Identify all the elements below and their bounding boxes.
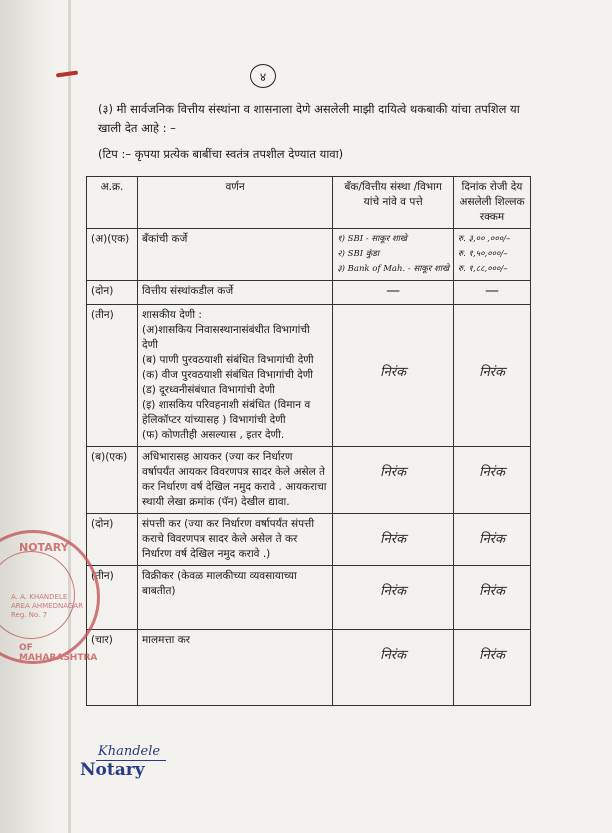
row-description: मालमत्ता कर [138,630,333,706]
row-amount-value: निरंक [454,514,531,566]
row-amount-value: निरंक [454,630,531,706]
bank-entry: १) SBI - साकूर शाखे [337,234,407,244]
row-description: अधिभारासह आयकर (ज्या कर निर्धारण वर्षापर्यंत आयकर विवरणपत्र सादर केले असेल ते कर निर्धारण वर्ष देखिल नमुद करावे . आयकराचा स्थायी लेखा क्रमांक (पॅन) देखील द्यावा. [138,447,333,514]
header-amount: दिनांक रोजी देय असलेली शिल्लक रक्कम [454,177,531,229]
table-row [87,447,531,514]
table-row [87,514,531,566]
row-serial: (अ)(एक) [87,229,138,281]
header-serial: अ.क्र. [87,177,138,229]
row-serial: (दोन) [87,514,138,566]
page-binding [0,0,52,833]
tip-note: (टिप :– कृपया प्रत्येक बाबींचा स्वतंत्र तपशील देण्यात यावा) [98,147,344,161]
row-bank-value: निरंक [333,514,454,566]
stamp-middle-text: A. A. KHANDELE AREA AHMEDNAGAR Reg. No. 7 [11,593,83,619]
description-line: (ड) दूरध्वनीसंबंधात विभागांची देणी [142,384,275,396]
row-serial: (दोन) [87,281,138,305]
table-row [87,281,531,305]
page-fold [68,0,71,833]
row-amount-value: — [454,281,531,305]
row-amount-value: निरंक [454,305,531,447]
table-row [87,630,531,706]
signature: Khandele [98,744,161,759]
row-bank-value: निरंक [333,447,454,514]
description-line: (इ) शासकिय परिवहनाशी संबंधित (विमान व हेलिकॉप्टर यांच्यासह ) विभागांची देणी [142,399,311,426]
row-amount-value: निरंक [454,566,531,630]
description-line: (फ) कोणतीही असल्यास , इतर देणी. [142,429,285,441]
row-description: संपत्ती कर (ज्या कर निर्धारण वर्षापर्यंत संपत्ती कराचे विवरणपत्र सादर केले असेल ते कर निर्धारण वर्ष देखिल नमुद करावे .) [138,514,333,566]
row-bank-value: निरंक [333,630,454,706]
row-serial: (ब)(एक) [87,447,138,514]
description-line: (क) वीज पुरवठयाशी संबंधित विभागांची देणी [142,369,314,381]
notary-stamp [0,530,100,664]
pin-mark [56,70,78,77]
row-serial: (चार) [87,630,138,706]
row-serial: (तीन) [87,566,138,630]
table-row [87,305,531,447]
bank-entry: ३) Bank of Mah. - साकूर शाखे [337,264,450,274]
bank-entry: २) SBI कुंडा [337,249,380,259]
stamp-bottom-text: OF MAHARASHTRA [19,643,98,663]
table-row [87,566,531,630]
row-bank-value: — [333,281,454,305]
amount-entry: रु. ३,०० ,०००/– [458,234,511,244]
intro-paragraph: (३) मी सार्वजनिक वित्तीय संस्थांना व शासनाला देणे असलेली माझी दायित्वे थकबाकी यांचा तपशिल या खाली देत आहे : – [98,102,520,135]
liabilities-table [86,176,531,706]
row-amount-value: निरंक [454,447,531,514]
page-number: ४ [250,64,276,88]
table-row [87,229,531,281]
table-header-row [87,177,531,229]
row-description: वित्तीय संस्थांकडील कर्जे [138,281,333,305]
row-description: बँकांची कर्जे [138,229,333,281]
row-bank-value: निरंक [333,566,454,630]
row-amounts [454,229,531,281]
row-serial: (तीन) [87,305,138,447]
row-bank-value: निरंक [333,305,454,447]
notary-label: Notary [80,760,145,780]
row-description: विक्रीकर (केवळ मालकीच्या व्यवसायाच्या बाबतीत) [138,566,333,630]
stamp-top-text: NOTARY [19,541,69,554]
header-bank: बँक/वित्तीय संस्था /विभाग यांचे नांवे व पत्ते [333,177,454,229]
description-line: शासकीय देणी : [142,309,202,321]
amount-entry: रु. १,८८,०००/– [458,264,508,274]
header-description: वर्णन [138,177,333,229]
row-banks [333,229,454,281]
row-description [138,305,333,447]
amount-entry: रु. १,५०,०००/– [458,249,508,259]
description-line: (ब) पाणी पुरवठयाशी संबंधित विभागांची देणी [142,354,314,366]
description-line: (अ)शासकिय निवासस्थानासंबंधीत विभागांची देणी [142,324,310,351]
